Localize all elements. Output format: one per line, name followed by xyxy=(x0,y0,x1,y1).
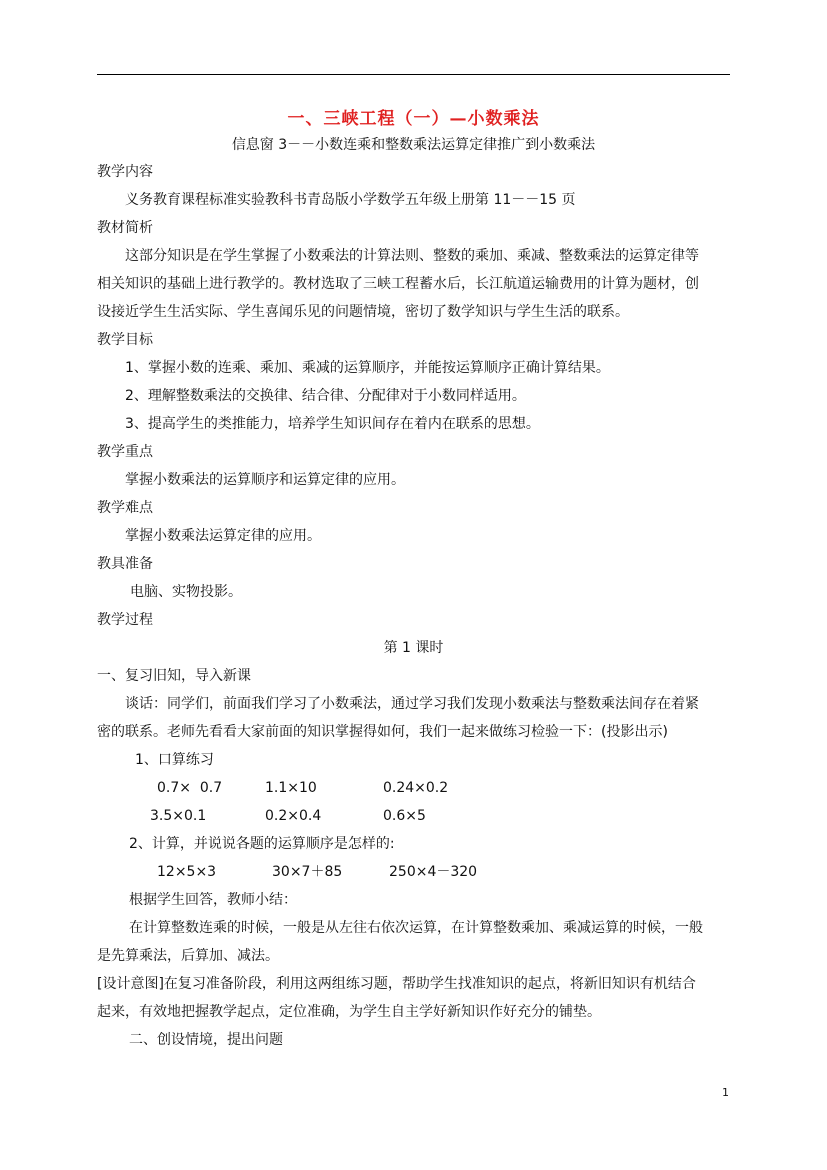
goal-item: 2、理解整数乘法的交换律、结合律、分配律对于小数同样适用。 xyxy=(125,388,526,404)
oral-exercise: 0.24×0.2 xyxy=(383,780,449,796)
oral-exercise: 1.1×10 xyxy=(265,780,317,796)
key-text: 掌握小数乘法的运算顺序和运算定律的应用。 xyxy=(125,472,405,488)
page-number: 1 xyxy=(722,1086,729,1099)
goals-heading: 教学目标 xyxy=(97,332,153,348)
tools-heading: 教具准备 xyxy=(97,556,153,572)
design-intent-line: [设计意图]在复习准备阶段，利用这两组练习题，帮助学生找准知识的起点，将新旧知识有机结合 xyxy=(97,976,696,992)
key-heading: 教学重点 xyxy=(97,444,153,460)
goal-item: 1、掌握小数的连乘、乘加、乘减的运算顺序，并能按运算顺序正确计算结果。 xyxy=(125,360,610,376)
analysis-line: 相关知识的基础上进行教学的。教材选取了三峡工程蓄水后，长江航道运输费用的计算为题材，创 xyxy=(97,276,699,292)
analysis-line: 设接近学生生活实际、学生喜闻乐见的问题情境，密切了数学知识与学生生活的联系。 xyxy=(97,304,629,320)
page-title: 一、三峡工程（一）—小数乘法 xyxy=(287,109,540,129)
oral-exercise: 0.7× 0.7 xyxy=(157,780,223,796)
analysis-heading: 教材简析 xyxy=(97,220,153,236)
calc-heading: 2、计算，并说说各题的运算顺序是怎样的: xyxy=(129,836,395,852)
design-intent-line: 起来，有效地把握教学起点，定位准确，为学生自主学好新知识作好充分的铺垫。 xyxy=(97,1004,601,1020)
summary-line: 在计算整数连乘的时候，一般是从左往右依次运算，在计算整数乘加、乘减运算的时候，一般 xyxy=(129,920,703,936)
oral-heading: 1、口算练习 xyxy=(135,752,214,768)
content-heading: 教学内容 xyxy=(97,164,153,180)
part1-heading: 一、复习旧知，导入新课 xyxy=(97,668,251,684)
oral-exercise: 3.5×0.1 xyxy=(150,808,207,824)
difficulty-heading: 教学难点 xyxy=(97,500,153,516)
difficulty-text: 掌握小数乘法运算定律的应用。 xyxy=(125,528,321,544)
tools-text: 电脑、实物投影。 xyxy=(130,584,242,600)
subtitle: 信息窗 3－－小数连乘和整数乘法运算定律推广到小数乘法 xyxy=(231,137,596,153)
answer-intro: 根据学生回答，教师小结： xyxy=(129,892,297,908)
oral-exercise: 0.6×5 xyxy=(383,808,426,824)
calc-exercise: 12×5×3 xyxy=(157,864,217,880)
summary-line: 是先算乘法，后算加、减法。 xyxy=(97,948,279,964)
oral-exercise: 0.2×0.4 xyxy=(265,808,322,824)
process-heading: 教学过程 xyxy=(97,612,153,628)
calc-exercise: 250×4－320 xyxy=(389,864,478,880)
goal-item: 3、提高学生的类推能力，培养学生知识间存在着内在联系的思想。 xyxy=(125,416,540,432)
calc-exercise: 30×7＋85 xyxy=(272,864,343,880)
content-text: 义务教育课程标准实验教科书青岛版小学数学五年级上册第 11－－15 页 xyxy=(125,192,576,208)
analysis-line: 这部分知识是在学生掌握了小数乘法的计算法则、整数的乘加、乘减、整数乘法的运算定律等 xyxy=(125,248,699,264)
talk-line: 密的联系。老师先看看大家前面的知识掌握得如何，我们一起来做练习检验一下：(投影出示) xyxy=(97,724,668,740)
part2-heading: 二、创设情境，提出问题 xyxy=(129,1032,283,1048)
talk-line: 谈话：同学们，前面我们学习了小数乘法，通过学习我们发现小数乘法与整数乘法间存在着紧 xyxy=(125,696,699,712)
header-rule xyxy=(97,74,730,75)
lesson-label: 第 1 课时 xyxy=(383,640,444,656)
